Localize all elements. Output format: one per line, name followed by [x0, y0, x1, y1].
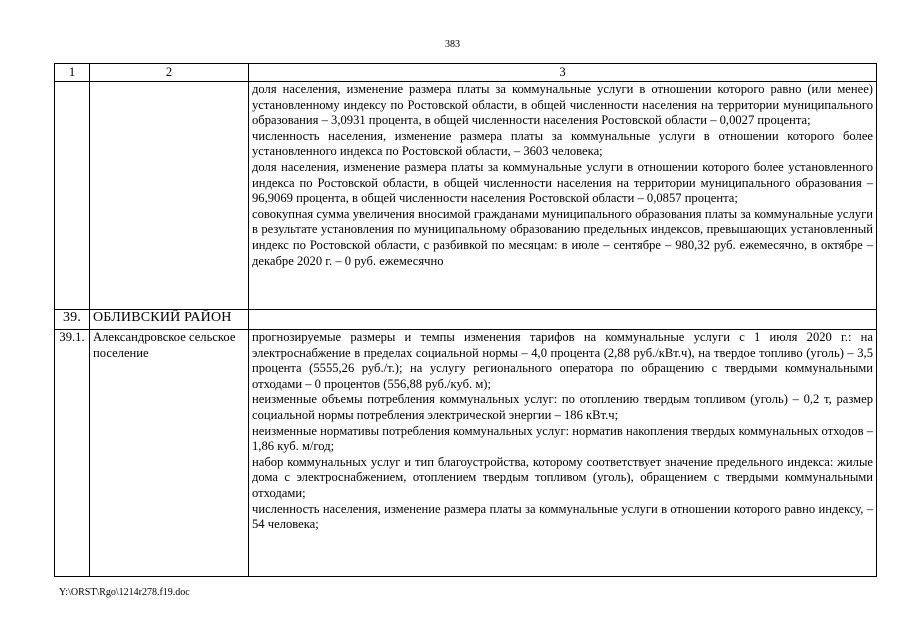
continuation-text-cell: [249, 82, 877, 310]
settlement-row: [55, 330, 877, 577]
column-header-3: 3: [249, 64, 877, 82]
settlement-name: Александровское сельское поселение: [90, 330, 249, 577]
district-empty-cell: [249, 309, 877, 329]
paragraph: доля населения, изменение размера платы за коммунальные услуги в отношении которого более установленного индекса по Ростовской области, в общей численности населения на территории муниципального образования – 96,9069 процента, в общей численности населения Ростовской области – 0,0857 процента;: [252, 159, 873, 206]
paragraph: неизменные объемы потребления коммунальных услуг: по отоплению твердым топливом (уголь) – 0,2 т, размер социальной нормы потребления электрической энергии – 186 кВт.ч;: [252, 392, 873, 423]
paragraph: набор коммунальных услуг и тип благоустройства, которому соответствует значение предельного индекса: жилые дома с электроснабжением, отоплением твердым топливом (уголь), обращением с твердыми коммунальными отходами;: [252, 454, 873, 501]
document-table: [54, 63, 877, 577]
table-header-row: [55, 64, 877, 82]
footer-file-path: Y:\ORST\Rgo\1214r278.f19.doc: [59, 587, 190, 598]
column-header-2: 2: [90, 64, 249, 82]
paragraph: доля населения, изменение размера платы за коммунальные услуги в отношении которого равно (или менее) установленному индексу по Ростовской области, в общей численности населения на территории муниципального образования – 3,0931 процента, в общей численности населения Ростовской области – 0,0027 процента;: [252, 82, 873, 128]
paragraph: совокупная сумма увеличения вносимой гражданами муниципального образования платы за коммунальные услуги в результате установления по муниципальному образованию предельных индексов, превышающих установленный индекс по Ростовской области, с разбивкой по месяцам: в июле – сентябре – 980,32 руб. ежемесячно, в октябре – декабре 2020 г. – 0 руб. ежемесячно: [252, 206, 873, 268]
column-header-1: 1: [55, 64, 90, 82]
settlement-number: 39.1.: [55, 330, 90, 577]
paragraph: неизменные нормативы потребления коммунальных услуг: норматив накопления твердых коммунальных отходов – 1,86 куб. м/год;: [252, 423, 873, 454]
continuation-name-cell: [90, 82, 249, 310]
paragraph: численность населения, изменение размера платы за коммунальные услуги в отношении которого более установленного индекса по Ростовской области, – 3603 человека;: [252, 128, 873, 159]
district-number: 39.: [55, 309, 90, 329]
continuation-row: [55, 82, 877, 310]
continuation-number-cell: [55, 82, 90, 310]
settlement-text-cell: [249, 330, 877, 577]
district-row: [55, 309, 877, 329]
paragraph: численность населения, изменение размера платы за коммунальные услуги в отношении которого равно индексу, – 54 человека;: [252, 501, 873, 532]
paragraph: прогнозируемые размеры и темпы изменения тарифов на коммунальные услуги с 1 июля 2020 г.: на электроснабжение в пределах социальной нормы – 4,0 процента (2,88 руб./кВт.ч), на твердое топливо (уголь) – 3,5 процента (5555,26 руб./т.); на услугу регионального оператора по обращению с твердыми коммунальными отходами – 0 процентов (556,88 руб./куб. м);: [252, 330, 873, 391]
page-number: 383: [445, 39, 460, 50]
district-name: ОБЛИВСКИЙ РАЙОН: [90, 309, 249, 329]
